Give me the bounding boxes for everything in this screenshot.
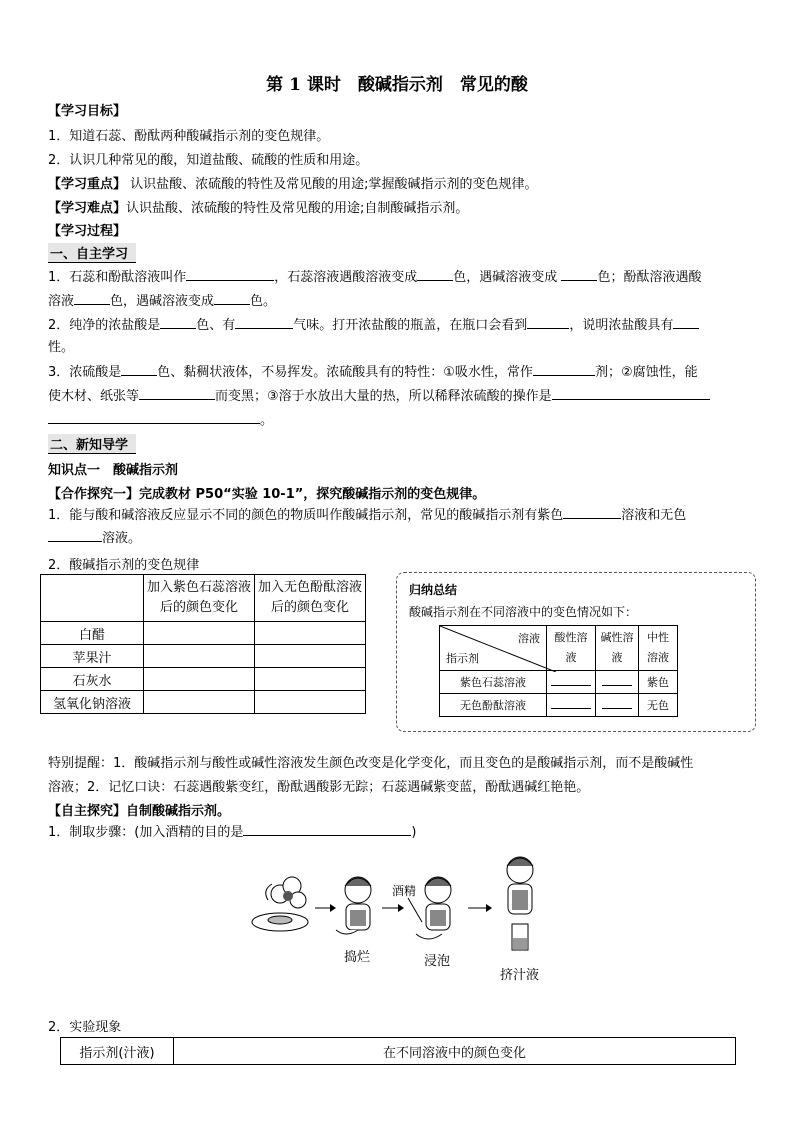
q1-text-e: 溶液	[48, 294, 75, 309]
row-label: 石灰水	[41, 668, 144, 691]
blank[interactable]	[139, 385, 215, 400]
self-inquiry	[48, 800, 230, 819]
phenomenon-table	[60, 1037, 736, 1065]
blank[interactable]	[561, 266, 597, 281]
q3-text-d: 使木材、纸张等	[48, 389, 140, 404]
step1-text: 1．制取步骤：(加入酒精的目的是	[48, 825, 244, 840]
question-3-line-2	[48, 385, 710, 408]
indicator-table	[40, 574, 366, 714]
step-1	[48, 821, 416, 844]
section-2-heading	[48, 434, 136, 454]
blank[interactable]	[551, 675, 591, 686]
table-row	[41, 691, 366, 714]
table-cell[interactable]	[596, 694, 639, 717]
focus-label: 【学习重点】	[48, 177, 127, 192]
phenomenon-heading: 2．实验现象	[48, 1020, 122, 1035]
concept-2: 2．酸碱指示剂的变色规律	[48, 558, 200, 573]
blank[interactable]	[74, 290, 110, 305]
blank[interactable]	[527, 314, 569, 329]
indicator-col-header: 指示剂(汁液)	[61, 1038, 174, 1065]
cooperative-inquiry: 【合作探究一】完成教材 P50“实验 10-1”，探究酸碱指示剂的变色规律。	[48, 487, 486, 502]
table-cell[interactable]	[144, 668, 255, 691]
q3-text-c: 剂；②腐蚀性，能	[594, 365, 698, 380]
table-cell[interactable]	[255, 622, 366, 645]
step-label-grind: 捣烂	[344, 950, 371, 965]
section-1-label: 一、自主学习	[48, 243, 136, 263]
blank[interactable]	[48, 409, 260, 424]
blank[interactable]	[417, 266, 453, 281]
col-base: 碱性溶液	[596, 626, 639, 671]
blank[interactable]	[551, 698, 591, 709]
q1-text-a: 1．石蕊和酚酞溶液叫作	[48, 270, 187, 285]
self-inquiry-text: 自制酸碱指示剂。	[126, 804, 231, 819]
arrow-2-icon	[382, 904, 404, 912]
q2-text-b: 色、有	[196, 318, 236, 333]
difficulty-line	[48, 197, 468, 216]
concept-1-line-1	[48, 504, 686, 527]
objective-2: 2．认识几种常见的酸，知道盐酸、硫酸的性质和用途。	[48, 153, 369, 168]
col-neutral: 中性溶液	[639, 626, 678, 671]
q1-text-f: 色，遇碱溶液变成	[110, 294, 215, 309]
table-cell[interactable]	[255, 668, 366, 691]
corner-top: 溶液	[518, 632, 540, 645]
section-2-label: 二、新知导学	[48, 434, 136, 454]
q3-text-b: 色、黏稠状液体，不易挥发。浓硫酸具有的特性：①吸水性，常作	[157, 365, 533, 380]
row-label: 白醋	[41, 622, 144, 645]
summary-desc: 酸碱指示剂在不同溶液中的变色情况如下：	[409, 605, 638, 619]
row-label: 无色酚酞溶液	[440, 694, 547, 717]
table-cell[interactable]	[144, 645, 255, 668]
q2-text-c: 气味。打开浓盐酸的瓶盖，在瓶口会看到	[293, 318, 528, 333]
blank[interactable]	[235, 314, 293, 329]
petri-dish-icon	[252, 913, 308, 931]
table-cell: 无色	[639, 694, 678, 717]
table-cell: 紫色	[639, 671, 678, 694]
col-phenol-header: 加入无色酚酞溶液后的颜色变化	[255, 575, 366, 622]
difficulty-text: 认识盐酸、浓硫酸的特性及常见酸的用途;自制酸碱指示剂。	[126, 201, 469, 216]
step-label-soak: 浸泡	[424, 954, 451, 969]
question-2-line-2: 性。	[48, 340, 75, 355]
table-row	[41, 622, 366, 645]
step1-end: )	[411, 825, 417, 840]
summary-title: 归纳总结	[409, 583, 458, 597]
row-label: 紫色石蕊溶液	[440, 671, 547, 694]
row-label: 苹果汁	[41, 645, 144, 668]
q1-text-d: 色；酚酞溶液遇酸	[597, 270, 702, 285]
table-row	[41, 668, 366, 691]
c1-text-b: 溶液和无色	[621, 508, 687, 523]
question-1-line-1	[48, 266, 701, 289]
q2-text-d: ，说明浓盐酸具有	[569, 318, 674, 333]
concept-1-line-2	[48, 527, 141, 550]
difficulty-label: 【学习难点】	[48, 201, 127, 216]
boy-grinding-icon	[336, 877, 371, 934]
question-3-line-3	[48, 409, 273, 432]
blank[interactable]	[602, 698, 632, 709]
question-2-line-1	[48, 314, 699, 337]
table-cell[interactable]	[144, 622, 255, 645]
table-cell[interactable]	[255, 645, 366, 668]
focus-line	[48, 173, 538, 192]
table-cell[interactable]	[596, 671, 639, 694]
blank[interactable]	[602, 675, 632, 686]
section-1-heading	[48, 243, 136, 263]
col-litmus-header: 加入紫色石蕊溶液后的颜色变化	[144, 575, 255, 622]
arrow-3-icon	[468, 904, 492, 912]
blank[interactable]	[214, 290, 250, 305]
c1-text-c: 溶液。	[102, 531, 142, 546]
blank[interactable]	[563, 504, 621, 519]
blank[interactable]	[186, 266, 274, 281]
table-cell[interactable]	[255, 691, 366, 714]
table-row	[440, 694, 678, 717]
col-acid: 酸性溶液	[547, 626, 596, 671]
blank[interactable]	[673, 314, 699, 329]
summary-box	[396, 572, 756, 732]
blank[interactable]	[243, 821, 411, 836]
corner-bottom: 指示剂	[446, 652, 479, 665]
row-label: 氢氧化钠溶液	[41, 691, 144, 714]
table-cell[interactable]	[547, 694, 596, 717]
arrow-1-icon	[315, 904, 336, 912]
question-3-line-1	[48, 361, 698, 384]
tip-line-1: 特别提醒：1．酸碱指示剂与酸性或碱性溶液发生颜色改变是化学变化，而且变色的是酸碱指示剂，而不是酸碱性	[48, 756, 694, 771]
blank[interactable]	[533, 361, 595, 376]
table-cell[interactable]	[144, 691, 255, 714]
summary-corner	[440, 626, 547, 671]
summary-table	[439, 625, 678, 717]
color-change-col-header: 在不同溶液中的颜色变化	[174, 1038, 736, 1065]
table-cell[interactable]	[547, 671, 596, 694]
step-label-squeeze: 挤汁液	[500, 968, 540, 983]
table-corner	[41, 575, 144, 622]
blank[interactable]	[48, 527, 102, 542]
q2-text-a: 2．纯净的浓盐酸是	[48, 318, 161, 333]
q3-text-a: 3．浓硫酸是	[48, 365, 122, 380]
self-inquiry-label: 【自主探究】	[48, 804, 127, 819]
flower-icon	[266, 877, 306, 908]
question-1-line-2	[48, 290, 276, 313]
tip-line-2: 溶液；2．记忆口诀：石蕊遇酸紫变红，酚酞遇酸影无踪；石蕊遇碱紫变蓝，酚酞遇碱红艳艳。	[48, 780, 590, 795]
table-row	[41, 645, 366, 668]
process-heading: 【学习过程】	[48, 224, 127, 239]
knowledge-point-1: 知识点一 酸碱指示剂	[48, 463, 179, 478]
procedure-illustration	[250, 852, 550, 980]
boy-squeezing-icon	[507, 857, 533, 950]
q1-text-c: 色，遇碱溶液变成	[453, 270, 562, 285]
alcohol-label: 酒精	[392, 884, 417, 898]
blank[interactable]	[552, 385, 710, 400]
objectives-heading: 【学习目标】	[48, 104, 127, 119]
table-row	[440, 671, 678, 694]
blank[interactable]	[160, 314, 196, 329]
focus-text: 认识盐酸、浓硫酸的特性及常见酸的用途;掌握酸碱指示剂的变色规律。	[126, 177, 538, 192]
q3-text-f: 。	[260, 413, 274, 428]
blank[interactable]	[121, 361, 157, 376]
objective-1: 1．知道石蕊、酚酞两种酸碱指示剂的变色规律。	[48, 129, 330, 144]
q1-text-g: 色。	[250, 294, 277, 309]
q3-text-e: 而变黑；③溶于水放出大量的热，所以稀释浓硫酸的操作是	[215, 389, 552, 404]
c1-text-a: 1．能与酸和碱溶液反应显示不同的颜色的物质叫作酸碱指示剂，常见的酸碱指示剂有紫色	[48, 508, 564, 523]
q1-text-b: ，石蕊溶液遇酸溶液变成	[274, 270, 418, 285]
page-title: 第 1 课时 酸碱指示剂 常见的酸	[266, 75, 528, 95]
